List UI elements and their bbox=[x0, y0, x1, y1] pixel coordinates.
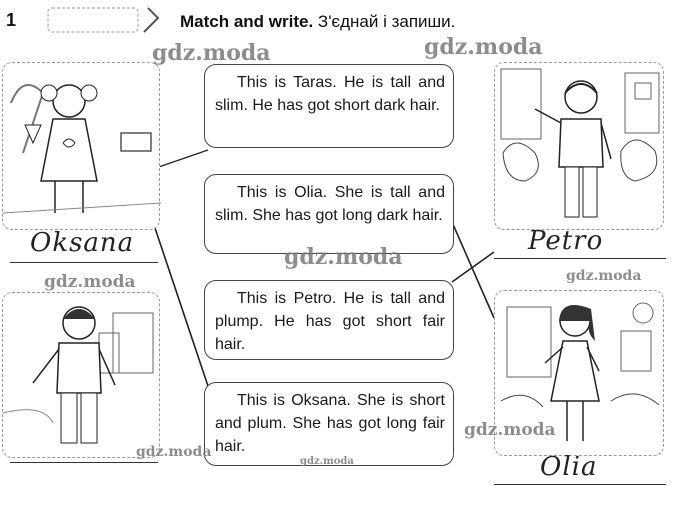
answer-oksana: Oksana bbox=[30, 228, 135, 258]
match-line-petro bbox=[452, 252, 494, 282]
watermark: gdz.moda bbox=[566, 268, 642, 284]
description-box-taras: This is Taras. He is tall and slim. He has got short dark hair. bbox=[204, 64, 454, 148]
watermark: gdz.moda bbox=[152, 40, 271, 66]
answer-olia: Olia bbox=[540, 452, 598, 482]
girl-ice-cream-illustration bbox=[3, 63, 161, 231]
description-box-oksana: This is Oksana. She is short and plum. She has got long fair hair. bbox=[204, 382, 454, 466]
watermark: gdz.moda bbox=[300, 456, 354, 467]
picture-boy-town bbox=[2, 292, 160, 458]
exercise-subtitle: З'єднай і запиши. bbox=[317, 12, 456, 31]
answer-line-1 bbox=[10, 262, 158, 263]
watermark: gdz.moda bbox=[424, 34, 543, 60]
answer-petro: Petro bbox=[528, 226, 604, 256]
boy-town-illustration bbox=[3, 293, 161, 459]
boy-waving-illustration bbox=[495, 63, 665, 231]
watermark: gdz.moda bbox=[136, 444, 212, 460]
picture-girl-ice-cream bbox=[2, 62, 160, 230]
match-line-olia bbox=[452, 222, 494, 318]
exercise-number: 1 bbox=[6, 10, 17, 30]
answer-line-4 bbox=[494, 484, 666, 485]
description-box-olia: This is Olia. She is tall and slim. She has got long dark hair. bbox=[204, 174, 454, 254]
description-box-petro: This is Petro. He is tall and plump. He has got short fair hair. bbox=[204, 280, 454, 360]
watermark: gdz.moda bbox=[284, 244, 403, 270]
watermark: gdz.moda bbox=[464, 420, 556, 440]
answer-line-3 bbox=[10, 462, 158, 463]
exercise-title: Match and write. bbox=[180, 12, 314, 31]
answer-line-2 bbox=[494, 258, 666, 259]
picture-boy-waving bbox=[494, 62, 664, 230]
watermark: gdz.moda bbox=[44, 272, 136, 292]
